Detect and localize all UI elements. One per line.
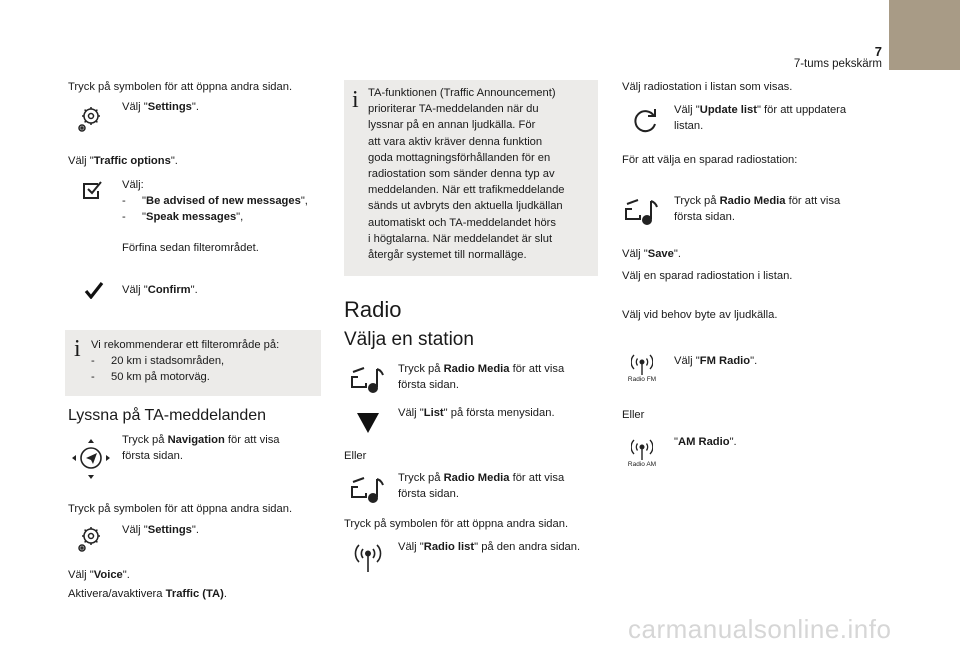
instruction-text: Välj radiostation i listan som visas. <box>622 81 793 93</box>
settings-step: Välj "Settings". <box>122 524 199 536</box>
radio-list-step: Välj "Radio list" på den andra sidan. <box>398 541 581 553</box>
radio-media-step: Tryck på Radio Media för att visa första sidan. <box>674 195 841 223</box>
instruction-text: Tryck på symbolen för att öppna andra sidan. <box>68 81 293 93</box>
section-subtitle: Välja en station <box>344 329 474 350</box>
page-number: 7 <box>874 44 882 59</box>
filter-text: Förfina sedan filterområdet. <box>122 242 259 254</box>
info-icon: i <box>74 336 81 362</box>
confirm-step: Välj "Confirm". <box>122 284 198 296</box>
valj-label: Välj: <box>122 179 144 191</box>
settings-icon <box>77 105 103 133</box>
radio-media-icon <box>624 198 662 226</box>
list-item: - 20 km i stadsområden, <box>91 355 225 367</box>
radio-antenna-icon <box>354 540 382 574</box>
fm-radio-step: Välj "FM Radio". <box>674 355 758 367</box>
checkmark-icon <box>84 281 104 299</box>
triangle-down-icon <box>356 412 380 434</box>
save-step: Välj "Save". <box>622 248 681 260</box>
settings-icon <box>77 525 103 553</box>
refresh-icon <box>630 107 660 135</box>
info-icon: i <box>352 87 359 113</box>
radio-media-icon <box>350 476 388 504</box>
navigation-icon <box>70 437 114 481</box>
section-title: Radio <box>344 297 402 322</box>
navigation-step: Tryck på Navigation för att visa första sidan. <box>122 434 280 462</box>
traffic-options-step: Välj "Traffic options". <box>68 155 178 167</box>
settings-step: Välj "Settings". <box>122 101 199 113</box>
list-item: - "Be advised of new messages", <box>122 195 308 207</box>
radio-fm-icon: Radio FM <box>624 352 660 384</box>
section-heading: Lyssna på TA-meddelanden <box>68 407 267 424</box>
list-step: Välj "List" på första menysidan. <box>398 407 555 419</box>
radio-media-step: Tryck på Radio Media för att visa första sidan. <box>398 363 565 391</box>
instruction-text: För att välja en sparad radiostation: <box>622 154 798 166</box>
chapter-tab <box>889 0 960 70</box>
voice-step: Välj "Voice". <box>68 569 130 581</box>
instruction-text: Välj vid behov byte av ljudkälla. <box>622 309 778 321</box>
radio-media-step: Tryck på Radio Media för att visa första sidan. <box>398 472 565 500</box>
eller-text: Eller <box>622 409 645 421</box>
ta-info-text: TA-funktionen (Traffic Announcement) prioriterar TA-meddelanden när du lyssnar på en annan ljudkälla. För att vara aktiv kräver denna funktion goda mottagningsförhållanden för en radiostation som sänder denna typ av meddelanden. När ett trafikmeddelande sänds ut avbryts den aktuella ljudkällan automatiskt och TA-meddelandet hörs i högtalarna. När meddelandet är slut återgår systemet till normalläge. <box>368 87 565 262</box>
list-item: - "Speak messages", <box>122 211 244 223</box>
eller-text: Eller <box>344 450 367 462</box>
instruction-text: Välj en sparad radiostation i listan. <box>622 270 793 282</box>
chapter-title: 7-tums pekskärm <box>793 58 882 70</box>
radio-media-icon <box>350 366 388 394</box>
radio-am-icon: Radio AM <box>624 437 660 469</box>
list-item: - 50 km på motorväg. <box>91 371 210 383</box>
option-list <box>122 193 312 225</box>
traffic-ta-step: Aktivera/avaktivera Traffic (TA). <box>68 588 227 600</box>
info-text: Vi rekommenderar ett filterområde på: - 20 km i stadsområden, - 50 km på motorväg. <box>91 337 316 385</box>
instruction-text: Tryck på symbolen för att öppna andra sidan. <box>68 503 293 515</box>
instruction-text: Tryck på symbolen för att öppna andra sidan. <box>344 518 569 530</box>
watermark-text: carmanualsonline.info <box>628 614 892 644</box>
checkbox-icon <box>82 180 104 200</box>
am-radio-step: "AM Radio". <box>674 436 737 448</box>
update-list-step: Välj "Update list" för att uppdatera listan. <box>674 104 847 132</box>
